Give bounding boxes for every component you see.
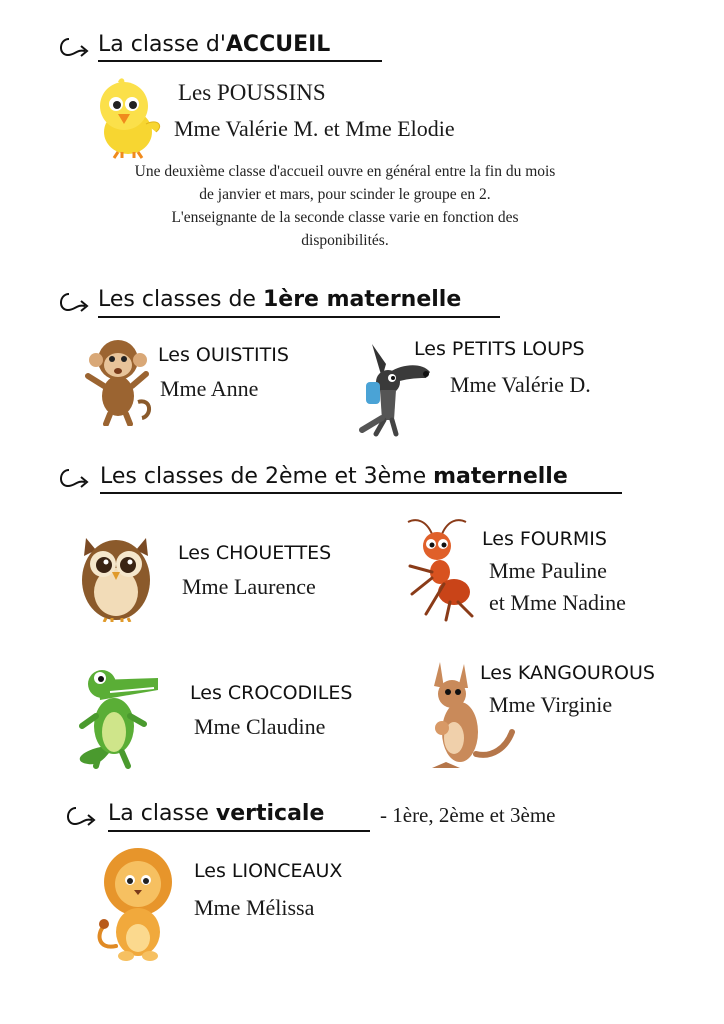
heading-underline — [108, 830, 370, 832]
teacher-chouettes: Mme Laurence — [182, 574, 316, 599]
teacher-petits-loups: Mme Valérie D. — [450, 372, 591, 397]
teacher-poussins: Mme Valérie M. et Mme Elodie — [174, 116, 455, 141]
class-name-kangourous: Les KANGOUROUS — [480, 662, 655, 684]
heading-underline — [100, 492, 622, 494]
teacher-kangourous: Mme Virginie — [489, 692, 613, 717]
ant-icon — [396, 514, 484, 624]
class-name-fourmis: Les FOURMIS — [482, 528, 607, 550]
curly-arrow-icon — [55, 288, 95, 318]
monkey-icon — [80, 332, 156, 426]
class-name-chouettes: Les CHOUETTES — [178, 542, 332, 564]
class-name-lionceaux: Les LIONCEAUX — [194, 860, 343, 882]
note-line: L'enseignante de la seconde classe varie en fonction des — [171, 209, 519, 226]
curly-arrow-icon — [55, 464, 95, 494]
owl-icon — [76, 526, 156, 622]
teacher-ouistitis: Mme Anne — [160, 376, 259, 401]
crocodile-icon — [66, 656, 162, 772]
section-heading-premiere: Les classes de 1ère maternelle — [98, 287, 462, 312]
class-name-ouistitis: Les OUISTITIS — [158, 344, 289, 366]
class-name-crocodiles: Les CROCODILES — [190, 682, 353, 704]
accueil-note — [80, 160, 610, 252]
curly-arrow-icon — [62, 802, 102, 832]
curly-arrow-icon — [55, 33, 95, 63]
note-line: disponibilités. — [301, 232, 389, 249]
lion-icon — [92, 846, 184, 962]
teacher-lionceaux: Mme Mélissa — [194, 895, 315, 920]
class-name-petits-loups: Les PETITS LOUPS — [414, 338, 585, 360]
note-line: Une deuxième classe d'accueil ouvre en général entre la fin du mois — [134, 163, 556, 180]
teacher-fourmis: Mme Pauline — [489, 558, 607, 583]
verticale-levels: - 1ère, 2ème et 3ème — [380, 803, 556, 827]
heading-underline — [98, 316, 500, 318]
teacher-crocodiles: Mme Claudine — [194, 714, 326, 739]
section-heading-deuxieme-troisieme: Les classes de 2ème et 3ème maternelle — [100, 464, 568, 489]
heading-underline — [98, 60, 382, 62]
class-name-poussins: Les POUSSINS — [178, 80, 326, 105]
chick-icon — [88, 74, 168, 160]
section-heading-accueil: La classe d'ACCUEIL — [98, 32, 331, 57]
teacher-fourmis-2: et Mme Nadine — [489, 590, 626, 615]
note-line: de janvier et mars, pour scinder le groupe en 2. — [199, 186, 491, 203]
section-heading-verticale: La classe verticale — [108, 801, 325, 826]
